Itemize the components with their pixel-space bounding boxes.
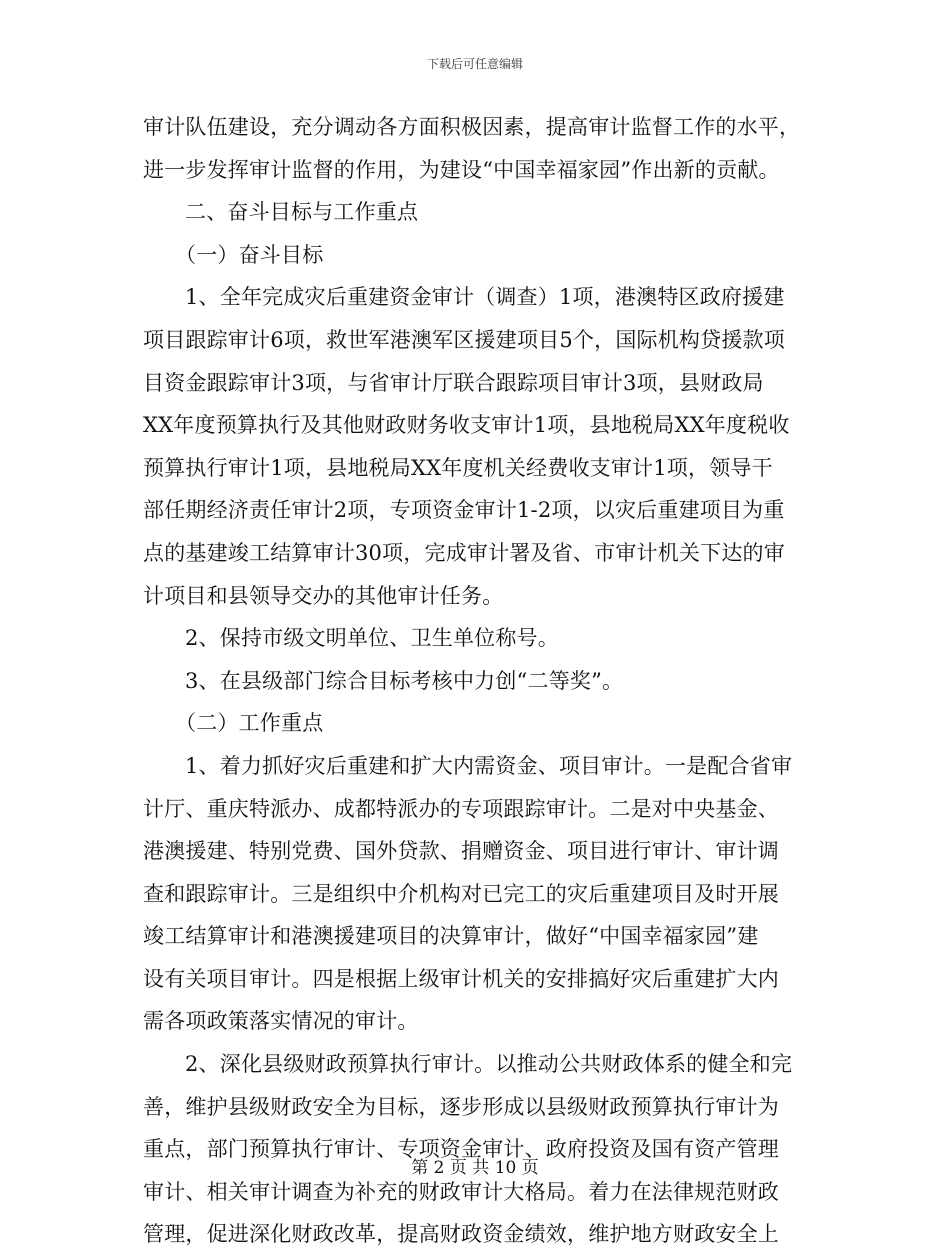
text-line: 2、深化县级财政预算执行审计。以推动公共财政体系的健全和完	[185, 1052, 793, 1077]
subsection-heading: （一）奋斗目标	[175, 242, 324, 267]
text-line: 审计队伍建设，充分调动各方面积极因素，提高审计监督工作的水平，	[143, 115, 801, 139]
text-line: 查和跟踪审计。三是组织中介机构对已完工的灾后重建项目及时开展	[143, 881, 779, 906]
text-line: 竣工结算审计和港澳援建项目的决算审计，做好“中国幸福家园”建	[143, 924, 759, 949]
text-line: 管理，促进深化财政改革，提高财政资金绩效，维护地方财政安全上	[143, 1222, 779, 1247]
text-line: 重点，部门预算执行审计、专项资金审计、政府投资及国有资产管理	[143, 1137, 779, 1162]
text-line: 点的基建竣工结算审计30项，完成审计署及省、市审计机关下达的审	[143, 540, 785, 565]
text-line: 善，维护县级财政安全为目标，逐步形成以县级财政预算执行审计为	[143, 1094, 779, 1119]
section-heading: 二、奋斗目标与工作重点	[185, 200, 419, 225]
text-line: 1、着力抓好灾后重建和扩大内需资金、项目审计。一是配合省审	[185, 753, 793, 778]
text-line: 进一步发挥审计监督的作用，为建设“中国幸福家园”作出新的贡献。	[143, 157, 780, 182]
text-line: 计项目和县领导交办的其他审计任务。	[143, 583, 504, 608]
text-line: 计厅、重庆特派办、成都特派办的专项跟踪审计。二是对中央基金、	[143, 796, 779, 821]
text-line: 1、全年完成灾后重建资金审计（调查）1项，港澳特区政府援建	[185, 285, 785, 310]
text-line: XX年度预算执行及其他财政财务收支审计1项，县地税局XX年度税收	[143, 413, 790, 438]
document-body	[143, 106, 807, 1256]
text-line: 项目跟踪审计6项，救世军港澳军区援建项目5个，国际机构贷援款项	[143, 327, 785, 352]
page-header: 下载后可任意编辑	[426, 57, 523, 71]
text-line: 港澳援建、特别党费、国外贷款、捐赠资金、项目进行审计、审计调	[143, 839, 779, 864]
subsection-heading: （二）工作重点	[175, 711, 324, 736]
text-line: 设有关项目审计。四是根据上级审计机关的安排搞好灾后重建扩大内	[143, 966, 779, 991]
page-number-footer: 第 2 页 共 10 页	[411, 1158, 539, 1178]
text-line: 预算执行审计1项，县地税局XX年度机关经费收支审计1项，领导干	[143, 455, 773, 480]
text-line: 部任期经济责任审计2项，专项资金审计1-2项，以灾后重建项目为重	[143, 498, 785, 523]
text-line: 2、保持市级文明单位、卫生单位称号。	[185, 626, 559, 651]
text-line: 审计、相关审计调查为补充的财政审计大格局。着力在法律规范财政	[143, 1179, 779, 1204]
text-line: 目资金跟踪审计3项，与省审计厅联合跟踪项目审计3项，县财政局	[143, 370, 764, 395]
text-line: 3、在县级部门综合目标考核中力创“二等奖”。	[185, 668, 624, 693]
text-line: 需各项政策落实情况的审计。	[143, 1009, 419, 1034]
